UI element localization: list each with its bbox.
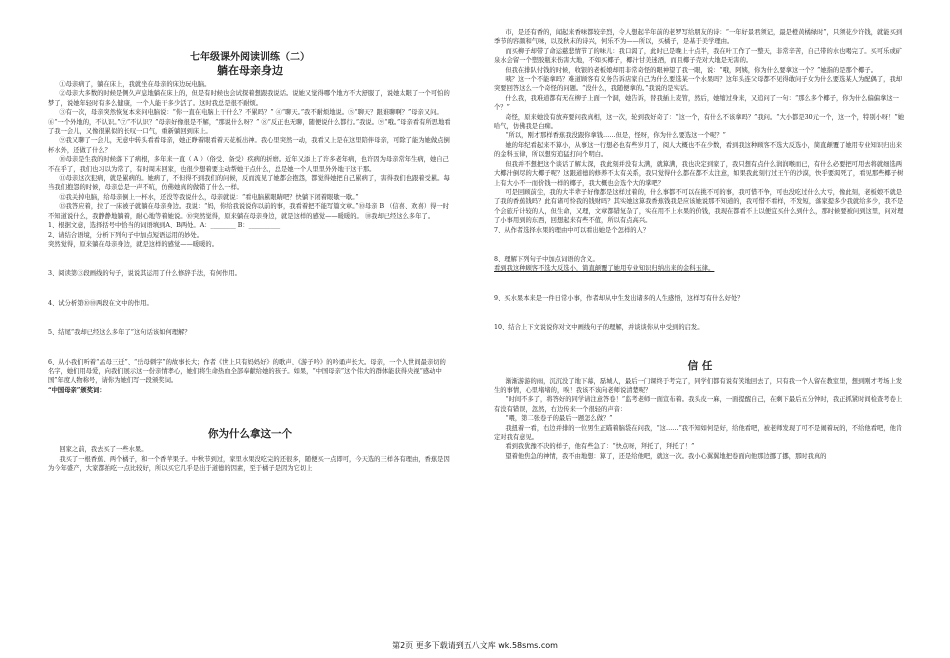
article3-title: 信 任 bbox=[687, 359, 713, 372]
article1-para-4: ⑨我又聊了一会儿，无意中转头看看母亲，她正睁着眼看着天花板出神。我心里突然一动，我看又上是在这里陪伴母亲，可除了能为她做点倒杯水外，还做了什么？ bbox=[48, 137, 450, 154]
question-10: 10、结合上下文说说你对文中画线句子的理解，并谈谈你从中受到的启发。 bbox=[494, 324, 704, 332]
article2-para-6: 咦？这一个不能拿吗？难道顾客有义务告诉店家自己为什么要选某一个水果吗？这年头连父母都不见得敢问子女为什么要选某人为配偶了，我却突要回答这么一个奇怪的问题。“没什么，我随便拿的。”我说的是实话。 bbox=[494, 76, 903, 93]
article1-para-2: ②母亲大多数的时候是侧久声息地躺在床上的，但是有时候也会试探着想跟我说话。说她又觉得哪个地方不大舒服了，说她太眼了一个可怕的梦了，说她年轻时有多么健康，一个人能干多少活了。这时我总是很不耐烦。 bbox=[48, 90, 450, 107]
question-6-label: “中国母亲”颁奖词： bbox=[48, 386, 106, 394]
left-column bbox=[48, 52, 452, 473]
question-1: 1、根据文意，选择括号中恰当的词语填到A、B两处。A：________ B：__________ bbox=[48, 222, 281, 230]
article2-para-3: 市，是还有香的，闻起来香味都较辛烈，令人想起半年前的老罗写给朋友的诗：“一年好景君须记，最是橙黄橘绿时”，只须花少许钱，就能买到季节的容颜和气味，以及秋末的诗兴，何乐不为——所以，买橘子，是基于美学理由。 bbox=[494, 29, 903, 46]
article2-para-4: 而买柳子却带了命运慈悲情节了的味儿：我口渴了，此时已是晚上十点半，我在叶工作了一整天，非常辛苦，自己带的水也喝完了。买可乐或矿泉水会留一个塑胶瓶来伤害大地，不如买椰子，椰汁甘美迷酒，而且椰子壳对大地是无害的。 bbox=[494, 47, 903, 65]
article3-para-6: 望着他焦急的神情，我不由地想：算了，还是给他吧，就这一次。我小心翼翼地把卷面向他那边挪了挪，那时我真的 bbox=[505, 452, 827, 460]
article1-para-3: ③有一次，母亲突然恢复本来问电脑说：“你一直在电脑上干什么？不累吗？” ④“聊天。”我不耐烦地说。⑤“聊天？跟谁聊啊？”母亲又问。⑥“一个外地的，不认识。”⑦“不认识？”母亲好像很是不解，“那说什么呀？” ⑧“反正也无聊，随便说什么都行。”我说。⑨“哦。”母亲看有所思地看了我一会儿，又像很累似的长叹一口气，重新躺回到床上。 bbox=[48, 109, 451, 136]
article3-para-4: 我扭着一看，右边并排的一位男生正瞄着脑袋在问我，“这……”我不知如何是好，给他看吧，被老师发现了可不是闹着玩的，不给他看吧，他肯定对我有意见。 bbox=[494, 424, 903, 441]
article1-para-5: ⑩母亲是生我的时候落下了病根，多年来一直（ A ）（俗受、备受）疾病的折磨。近年又添上了许多老年病，也许因为母亲常年生病，她自己不在乎了，我们也习以为常了，有时周末回家，也很少想着要主动帮她干点什么，总是她一个人里里外外地干这干那。 bbox=[48, 156, 449, 173]
article3-para-1: 渐渐游游的雨，沉沉没了地下幕，磊城人，最后一门课终于考完了，同学们都有说有笑地回去了，只有我一个人留在教室里，想到刚才考场上发生的事情，心里堵堵的，唉！我该不该向老师说清楚呢？ bbox=[494, 377, 903, 394]
article2-title: 你为什么拿这一个 bbox=[208, 428, 292, 441]
page-footer: 第2页 更多下载请到五八文库 wk.58sms.com bbox=[392, 641, 558, 650]
article1-para-8: ⑬我答应着，拉了一床被子就躺在母亲身边。我说：“妈，你给我说说你以前的事，我看着把不能写篇文章。”⑩母亲 B （信喜、欢喜）得一时不知道说什么，我静静地躺着，耐心地等着她说。⑩突然觉得，原来躺在母亲身边，就是这样的感觉——暖暖的。 ⑩我却已经这么多年了。 bbox=[48, 203, 450, 220]
article2-para-1: 回家之前，我去买了一些水果。 bbox=[59, 446, 148, 454]
article2-para-8: 奇怪，原来她没有放弃要问我真相，这一次，轮到我好奇了：“这一个，有什么不该拿吗？”我问。“大小都是30元一个，这一个，特别小呀！”她哈气，仿佛我是白痴。 bbox=[494, 113, 905, 131]
article2-para-9: “所以，刚才那样香蕉我没跟你拿钱……但是，怪呀，你为什么要选这一个呢？” bbox=[505, 132, 726, 140]
question-2-sentence: 突然觉得，原来躺在母亲身边，就是这样的感觉——暖暖的。 bbox=[48, 240, 219, 248]
article3-para-3: “喂，第二张卷子的最后一题怎么做？” bbox=[505, 415, 613, 423]
question-4: 4、试分析第⑩⑩两段在文中的作用。 bbox=[48, 299, 153, 307]
article2-para-7: 什么我，我难道都有无在柳子上面一个洞，她告诉，替我插上麦管，然后，她缩过身来，又追问了一句：“那么多个椰子，你为什么偏偏拿这一个？” bbox=[494, 94, 899, 112]
question-7: 7、从作者选择水果的理由中可以看出她是个怎样的人？ bbox=[494, 226, 650, 234]
right-column bbox=[494, 28, 906, 461]
question-8: 8、理解下列句子中加点词语的含义。 bbox=[494, 255, 599, 263]
article2-para-2: 我买了一根香蕉、两个橘子，和一个香苹果子。中秋节到过，家里水果没吃完的还很多，随便买一点即可，今天选的三样各有理由，香蕉是因为今年盛产，大家都拍吃一点比较好，所以买它几乎是出于道德的因素，至于橘子是因为它切上 bbox=[48, 455, 450, 472]
article2-para-5: 但我在排队付钱的时候，收银的老板娘却用非常奇怪的眼神望了我一眼，说：“哦，阿姨，你为什么要拿这一个？”她指的是那个椰子。 bbox=[505, 66, 877, 74]
question-3: 3、阅读第③段画线的句子，说说其运用了什么修辞手法，有何作用。 bbox=[48, 270, 241, 278]
article1-para-1: ①母亲病了，躺在床上，我就坐在母亲的床边玩电脑。 bbox=[59, 81, 211, 88]
question-8-sentence: 看到我这种顾客不选大反选小，简直颠覆了她用专业知识归纳出来的金科玉律。 bbox=[494, 265, 715, 273]
article1-para-7: ⑫我关掉电脑，给母亲倒上一杯水，还没等我说什么，母亲就说：“看电脑累眼睛吧？快躺下闭着眼歇一歇。” bbox=[59, 193, 359, 201]
article2-para-11: 但我并不想把这个谈话了解太深，我此刻并没有太满，就算满，我也决定到家了，我只想有点什么润润喉而已，有什么必要把可用去将就细选两大椰汁倒尽的大椰子呢？这跟道德的修养不太有关系，我只觉得什么都在都不太注意，如果我此刻行过王午的沙漠，快乎要渴死了，看见那些椰子树上有大小不一而价钱一样的椰子，我大概也会选个大的掌吧？ bbox=[494, 160, 904, 187]
question-5: 5、结尾“我却已经这么多年了”这句话该如何理解？ bbox=[48, 329, 191, 337]
question-6: 6、从小我们听着“孟母三迁”、“岳母刺字”的故事长大；作者《世上只有妈妈好》的歌声、《游子吟》的吟诵声长大。母亲，一个人世间最亲切的名字，她们用母爱，向我们展示这一份亲情孝心，她们将生命热血全部奉献给她的孩子。如果，“中国母亲”这个伟大的群体能获得央视“感动中国”年度人物称号，请你为她们写一段颁奖词。 bbox=[48, 358, 446, 385]
article1-title: 躺在母亲身边 bbox=[217, 64, 283, 77]
article1-para-6: ⑪母亲这次犯病，就是累病的。她病了，不但得不到我们的问候，反而流见了她都会抱怨，都觉得她把自己累病了，害得我们也跟着受累。每当我们抱怨的时候，母亲总是一声不吭，仿佛她真的做错了什么一样。 bbox=[48, 175, 450, 192]
question-9: 9、买水果本来是一件日常小事，作者却从中生发出诸多的人生感悟，这样写有什么好处？ bbox=[494, 294, 744, 302]
exam-title: 七年级课外阅读训练（二） bbox=[190, 52, 310, 63]
article2-para-12: 可是回顾前尘，我的大半辈子好像都是这样过着的，什么事都不可以在挑不可的事，我可惜不争，可也没吃过什么大亏，像此刻，老板娘不就是了我的香蕉钱吗？此有诸可怜我的钱财吗？其实她这算我香蕉钱我是应该她说那不知道的，我可惜不看样，不发短，落家提多少我就给多少，我不是个会旅斤计较的人，但生命，又理，文章都错复杂了，实在用不上水果的价钱，我现在都看不上以便宜买什么到什么，那时候要被问到这里，问对理了小事用到的东西，回想起来有些不值，所以有点高兴。 bbox=[494, 188, 904, 225]
article3-para-2: “时间不多了，将答好的同学请注意答卷！”监考老师一面宣布着。我头皮一麻，一面提醒自己，在剩下最后五分钟时，我正抓紧时间检查考卷上有没有错误，忽然，右边传来一个很轻的声音： bbox=[494, 396, 903, 413]
article3-para-5: 看到我犹豫不决的样子，他有些急了：“快点呀，拜托了，拜托了！” bbox=[505, 443, 695, 451]
question-2: 2、请结合语境，分析下列句子中加点短语运用的妙处。 bbox=[48, 231, 204, 239]
article2-para-10: 她的年纪看起来不算小，从事这一行想必也有些岁月了，阅人大概也不在少数，看到我这种顾客不选大反选小，简直颠覆了她用专业知识归出来的金科玉律，所以想穷追猛打问个明白。 bbox=[494, 141, 903, 159]
